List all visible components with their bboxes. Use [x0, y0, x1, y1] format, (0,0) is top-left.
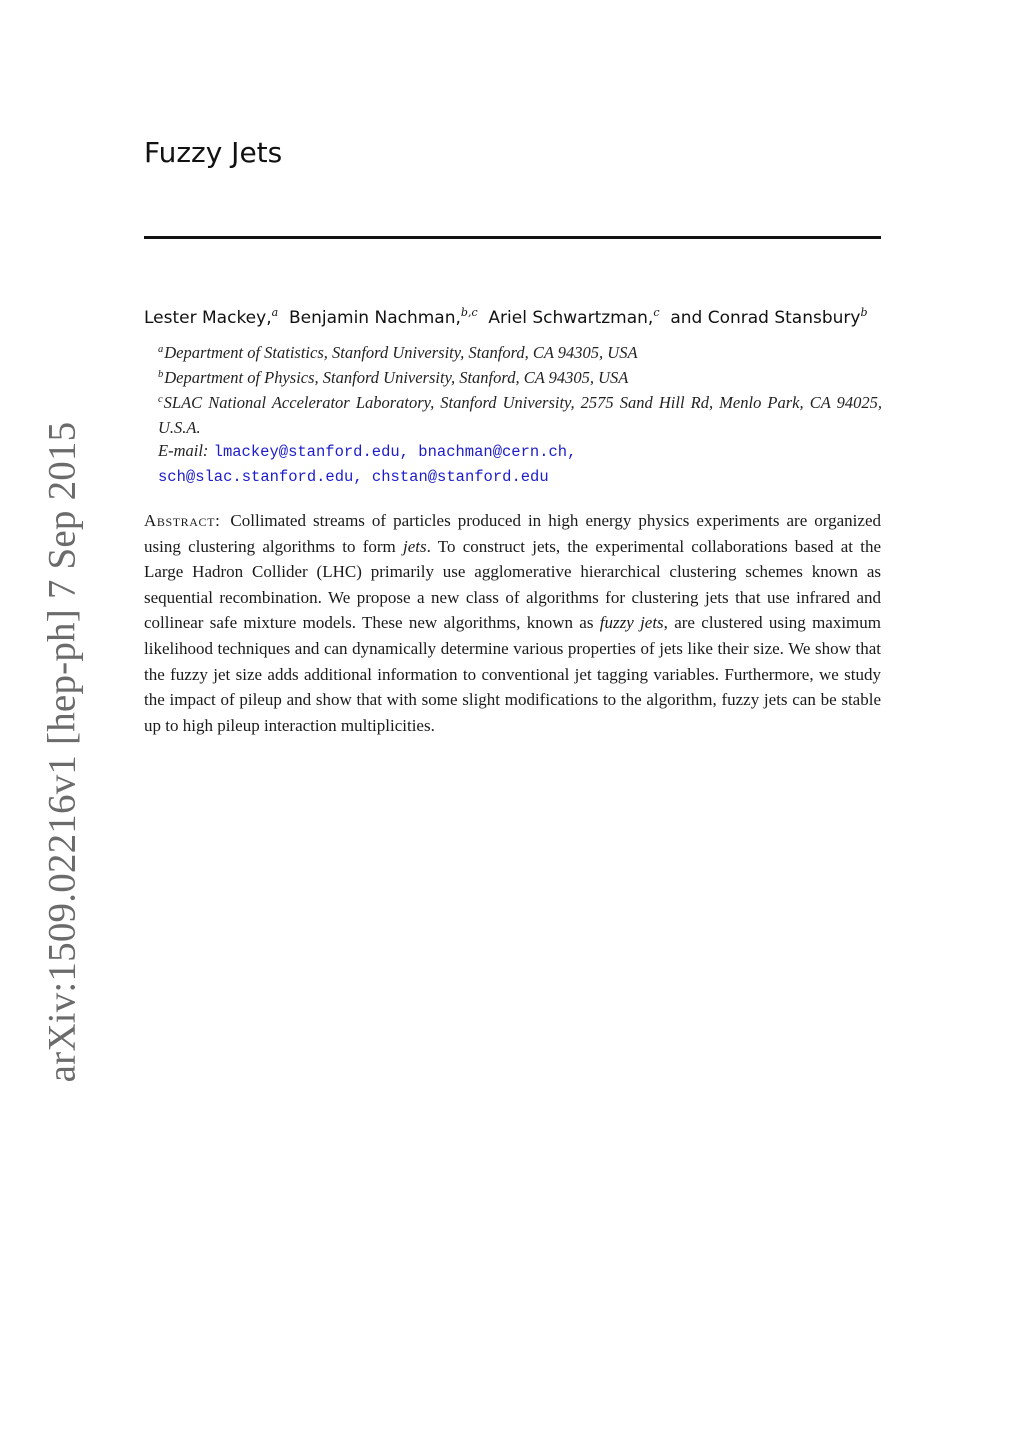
abstract-emphasis: jets [403, 536, 427, 556]
affiliation-text: SLAC National Accelerator Laboratory, Stanford University, 2575 Sand Hill Rd, Menlo Park, CA 94025, U.S.A. [158, 393, 882, 437]
author-name: and Conrad Stansbury [670, 308, 861, 328]
arxiv-identifier-stamp: arXiv:1509.02216v1 [hep-ph] 7 Sep 2015 [40, 421, 84, 1083]
author-name: Ariel Schwartzman, [488, 308, 654, 328]
paper-title: Fuzzy Jets [144, 136, 283, 169]
author-affiliation-mark: c [653, 306, 660, 319]
email-line-1 [158, 438, 576, 465]
affiliation-mark: c [158, 394, 163, 405]
affiliation [158, 387, 882, 440]
email-label: E-mail: [158, 441, 209, 460]
author-affiliation-mark: b [860, 306, 868, 319]
abstract-text: , are clustered using maximum likelihood techniques and can dynamically determine various properties of jets like their size. We show that the fuzzy jet size adds additional information to conventional jet tagging variables. Furthermore, we study the impact of pileup and show that with some slight modifications to the algorithm, fuzzy jets can be stable up to high pileup interaction multiplicities. [144, 613, 882, 735]
author-list [144, 306, 868, 328]
abstract [144, 508, 881, 738]
author-name: Benjamin Nachman, [288, 308, 461, 328]
affiliation-text: Department of Statistics, Stanford University, Stanford, CA 94305, USA [164, 343, 638, 362]
abstract-text: . To construct jets, the experimental collaborations based at the Large Hadron Collider (LHC) primarily use agglomerative hierarchical clustering schemes known as sequential recombination. We propose a new class of algorithms for clustering jets that use infrared and collinear safe mixture models. These new algorithms, known as [144, 536, 882, 633]
author-affiliation-mark: a [271, 306, 279, 319]
abstract-text: Collimated streams of particles produced in high energy physics experiments are organized using clustering algorithms to form [144, 511, 881, 556]
author-name: Lester Mackey, [144, 308, 272, 328]
author-affiliation-mark: b,c [460, 306, 478, 319]
affiliation-mark: a [158, 344, 164, 355]
email-addresses-line-1[interactable]: lmackey@stanford.edu, bnachman@cern.ch, [213, 443, 577, 461]
title-divider [144, 236, 881, 239]
affiliation [158, 337, 882, 365]
affiliation-text: Department of Physics, Stanford University, Stanford, CA 94305, USA [164, 368, 629, 387]
email-line-2 [158, 463, 549, 490]
affiliation [158, 362, 882, 390]
affiliation-mark: b [158, 369, 164, 380]
abstract-emphasis: fuzzy jets [599, 613, 664, 633]
email-addresses-line-2[interactable]: sch@slac.stanford.edu, chstan@stanford.edu [158, 468, 549, 486]
abstract-label: Abstract: [144, 511, 221, 530]
